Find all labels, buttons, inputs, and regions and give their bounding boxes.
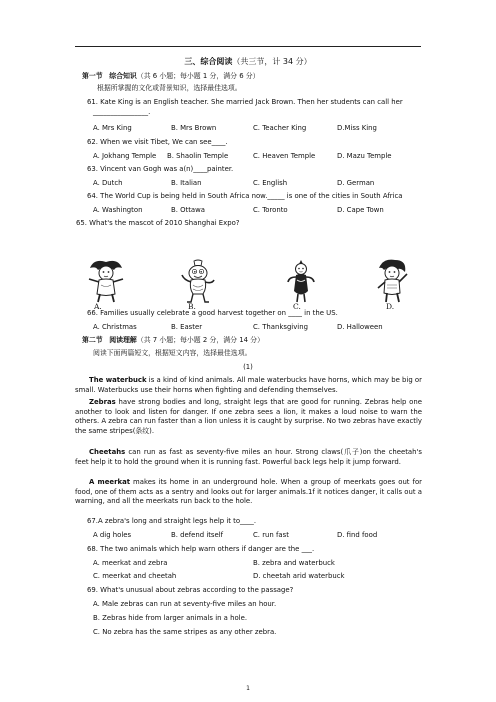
mascot-option-a-image xyxy=(80,258,132,304)
q61-option-b: B. Mrs Brown xyxy=(171,124,217,132)
section2-note: （共 7 小题；每小题 2 分，满分 14 分） xyxy=(136,336,264,344)
q66-option-c: C. Thanksgiving xyxy=(253,323,308,331)
paragraph-2-text: have strong bodies and long, straight legs that are good for running. Zebras help one another to look and listen for danger. If one zebra sees a lion, it makes a loud noise to warn the others. A zebra can run faster than a lion unless it is caught by surprise. No two zebras have exactly the same stripes(条纹). xyxy=(75,398,423,435)
passage-paragraph-4 xyxy=(75,478,422,507)
mascot-option-b-image xyxy=(172,258,224,304)
mascot-option-d-label: D. xyxy=(386,302,395,311)
section2-name: 阅读理解 xyxy=(109,336,137,344)
section1-name: 综合知识 xyxy=(109,72,137,80)
passage-paragraph-3 xyxy=(75,448,422,467)
section2-heading: 第二节 xyxy=(82,336,103,344)
q68-option-d: D. cheetah arid waterbuck xyxy=(253,572,345,580)
q69-option-b: B. Zebras hide from larger animals in a hole. xyxy=(93,614,248,622)
q66-option-d: D. Halloween xyxy=(337,323,383,331)
q66-option-b: B. Easter xyxy=(171,323,203,331)
passage-paragraph-2 xyxy=(75,398,422,436)
page-number: 1 xyxy=(246,685,250,692)
q69-option-a: A. Male zebras can run at seventy-five miles an hour. xyxy=(93,600,277,608)
section1-header xyxy=(82,72,260,81)
q67-option-d: D. find food xyxy=(337,531,378,539)
q69-option-c: C. No zebra has the same stripes as any other zebra. xyxy=(93,628,277,636)
mascot-pictures xyxy=(72,258,422,310)
q62-option-a: A. Jokhang Temple xyxy=(93,152,157,160)
section1-note: （共 6 小题；每小题 1 分，满分 6 分） xyxy=(136,72,260,80)
q64-option-a: A. Washington xyxy=(93,206,143,214)
mascot-option-c-label: C. xyxy=(293,302,301,311)
mascot-option-a-label: A. xyxy=(94,302,102,311)
section1-instruction: 根据所掌握的文化或背景知识，选择最佳选项。 xyxy=(97,84,242,92)
title-note: （共三节，计 34 分） xyxy=(232,57,312,66)
q68-option-b: B. zebra and waterbuck xyxy=(253,559,335,567)
q68-option-c: C. meerkat and cheetah xyxy=(93,572,177,580)
q65-stem: 65. What's the mascot of 2010 Shanghai Expo? xyxy=(76,219,240,227)
paragraph-1-lead: The waterbuck xyxy=(89,376,147,384)
q61-blank: ________________. xyxy=(93,108,151,116)
q64-stem: 64. The World Cup is being held in South Africa now._____ is one of the cities in South Africa xyxy=(87,192,403,200)
mascot-option-b-label: B. xyxy=(188,302,196,311)
mascot-option-d-image xyxy=(365,258,417,304)
title-text: 三、综合阅读 xyxy=(184,57,233,66)
section2-instruction: 阅读下面两篇短文，根据短文内容，选择最佳选项。 xyxy=(93,349,252,357)
q63-option-c: C. English xyxy=(253,179,288,187)
q68-stem: 68. The two animals which help warn others if danger are the ___. xyxy=(87,545,315,553)
q61-option-a: A. Mrs King xyxy=(93,124,132,132)
q63-option-b: B. Italian xyxy=(171,179,202,187)
q61-stem: 61. Kate King is an English teacher. She married Jack Brown. Then her students can call her xyxy=(87,98,403,106)
q62-option-c: C. Heaven Temple xyxy=(253,152,316,160)
q63-option-d: D. German xyxy=(337,179,375,187)
q64-option-b: B. Ottawa xyxy=(171,206,206,214)
q62-stem: 62. When we visit Tibet, We can see____. xyxy=(87,138,228,146)
paragraph-4-text: makes its home in an underground hole. When a group of meerkats goes out for food, one of them acts as a sentry and looks out for larger animals.1f it notices danger, it calls out a warning, and all the meerkats run back to the hole. xyxy=(75,478,422,506)
paragraph-4-lead: A meerkat xyxy=(89,478,131,486)
mascot-option-c-image xyxy=(275,258,327,304)
paragraph-3-lead: Cheetahs xyxy=(89,448,126,456)
passage-paragraph-1 xyxy=(75,376,422,395)
q63-stem: 63. Vincent van Gogh was a(n)____painter. xyxy=(87,165,234,173)
section2-header xyxy=(82,336,264,345)
q61-option-d: D.Miss King xyxy=(337,124,377,132)
q64-option-d: D. Cape Town xyxy=(337,206,384,214)
q67-option-b: B. defend itself xyxy=(171,531,224,539)
q66-stem: 66. Families usually celebrate a good harvest together on ____ in the US. xyxy=(87,309,338,317)
section1-heading: 第一节 xyxy=(82,72,103,80)
paragraph-2-lead: Zebras xyxy=(89,398,116,406)
q67-option-c: C. run fast xyxy=(253,531,289,539)
q64-option-c: C. Toronto xyxy=(253,206,288,214)
q62-option-b: B. Shaolin Temple xyxy=(167,152,229,160)
section-title xyxy=(0,57,496,67)
q61-option-c: C. Teacher King xyxy=(253,124,307,132)
q66-option-a: A. Christmas xyxy=(93,323,137,331)
paragraph-3-text: can run as fast as seventy-five miles an hour. Strong claws(爪子)on the cheetah's feet help it to hold the ground when it is running fast. Powerful back legs help it jump forward. xyxy=(75,448,422,466)
q62-option-d: D. Mazu Temple xyxy=(337,152,392,160)
q63-option-a: A. Dutch xyxy=(93,179,123,187)
paragraph-1-text: is a kind of kind animals. All male waterbucks have horns, which may be big or small. Waterbucks use their horns when fighting and defending themselves. xyxy=(75,376,422,394)
q67-option-a: A dig holes xyxy=(93,531,132,539)
q68-option-a: A. meerkat and zebra xyxy=(93,559,168,567)
top-rule xyxy=(75,46,421,47)
q69-stem: 69. What's unusual about zebras according to the passage? xyxy=(87,586,294,594)
passage-number: (1) xyxy=(243,363,253,371)
q67-stem: 67.A zebra's long and straight legs help it to____. xyxy=(87,517,257,525)
